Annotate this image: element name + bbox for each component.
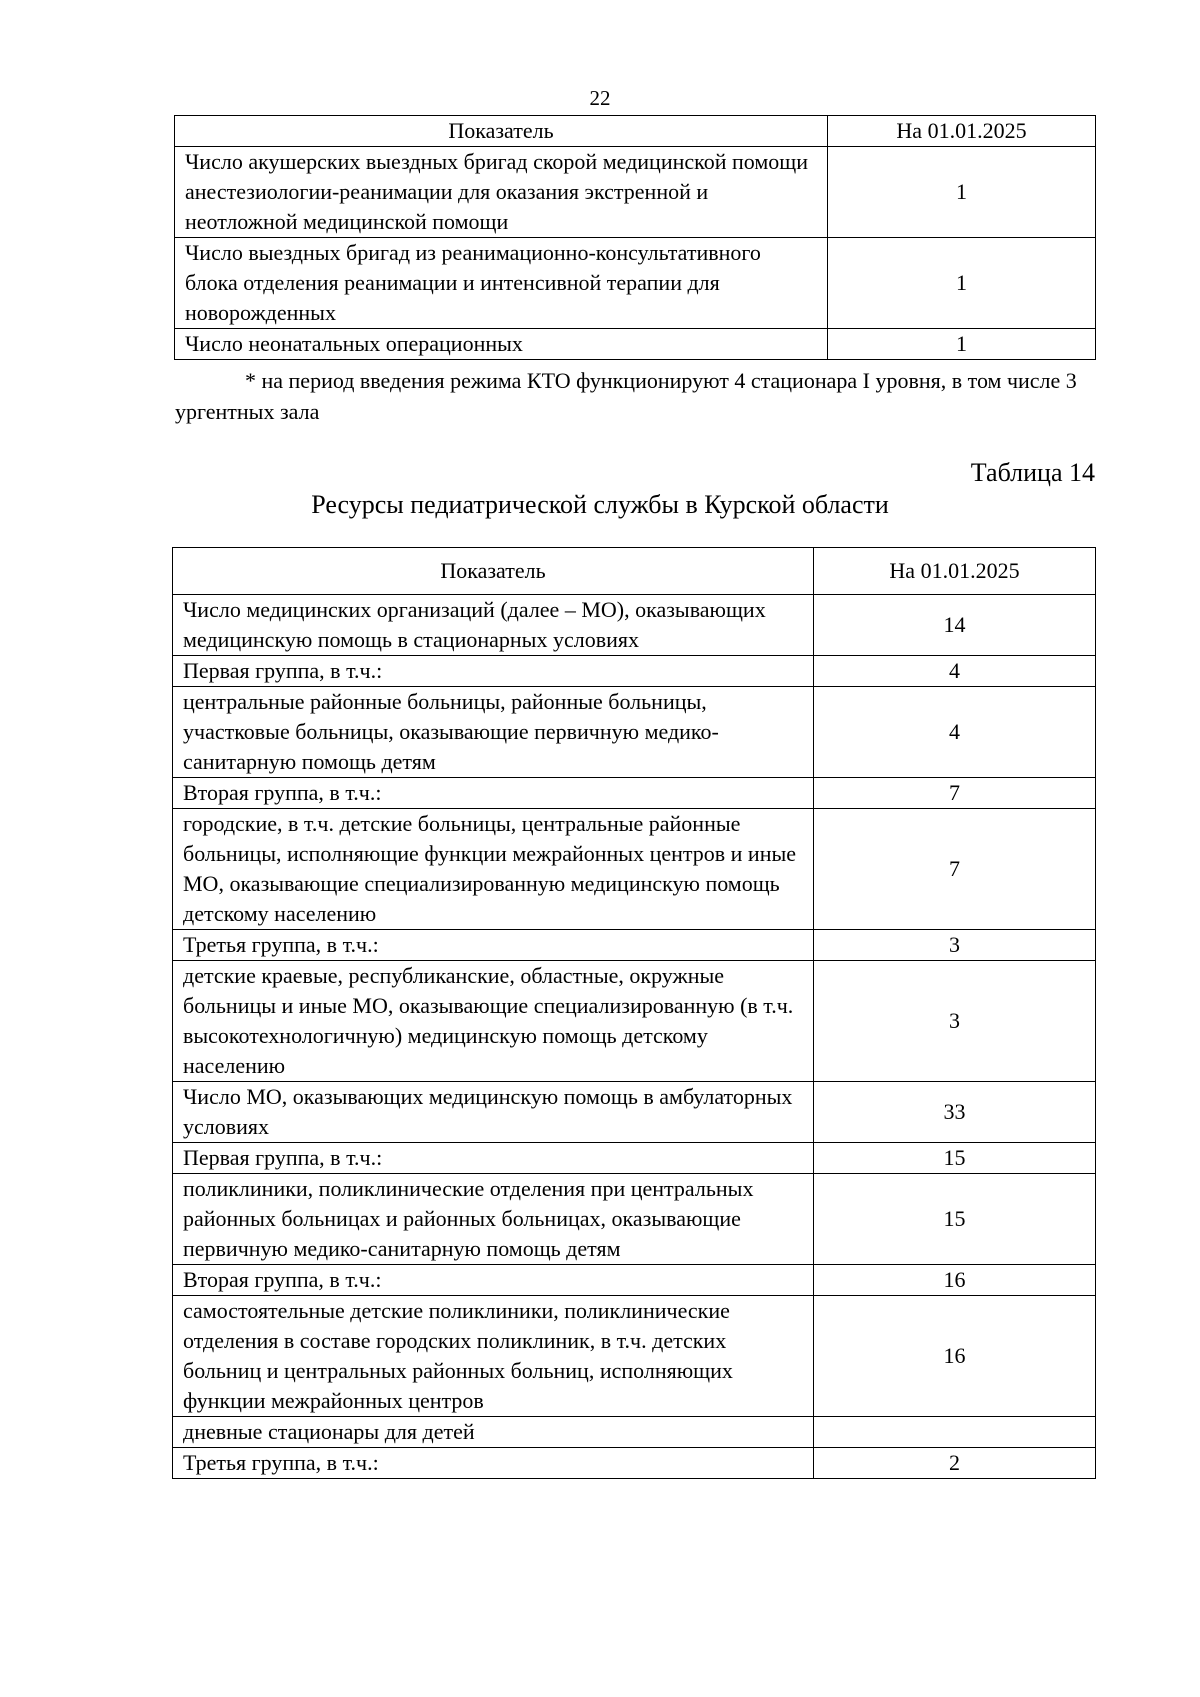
row-value: 4: [814, 656, 1096, 687]
table-row: [173, 961, 1096, 1082]
row-value: 16: [814, 1296, 1096, 1417]
row-indicator: Число неонатальных операционных: [175, 329, 828, 360]
row-indicator: самостоятельные детские поликлиники, поликлинические отделения в составе городских поликлиник, в т.ч. детских больниц и центральных районных больниц, исполняющих функции межрайонных центров: [173, 1296, 814, 1417]
table-row: [173, 778, 1096, 809]
row-value: 3: [814, 961, 1096, 1082]
page-number: 22: [589, 86, 611, 110]
header-date: На 01.01.2025: [828, 116, 1096, 147]
row-indicator: детские краевые, республиканские, областные, окружные больницы и иные МО, оказывающие специализированную (в т.ч. высокотехнологичную) медицинскую помощь детскому населению: [173, 961, 814, 1082]
table-label: Таблица 14: [970, 458, 1095, 487]
table-row: [173, 656, 1096, 687]
row-value: 1: [828, 147, 1096, 238]
header-indicator: Показатель: [173, 548, 814, 595]
row-value: 7: [814, 809, 1096, 930]
table-row: [173, 1143, 1096, 1174]
row-value: 4: [814, 687, 1096, 778]
table-row: [173, 809, 1096, 930]
row-indicator: Число выездных бригад из реанимационно-консультативного блока отделения реанимации и интенсивной терапии для новорожденных: [175, 238, 828, 329]
table-row: [173, 1082, 1096, 1143]
row-value: 15: [814, 1174, 1096, 1265]
row-indicator: Первая группа, в т.ч.:: [173, 656, 814, 687]
table-title: Ресурсы педиатрической службы в Курской области: [311, 490, 889, 519]
row-indicator: Вторая группа, в т.ч.:: [173, 1265, 814, 1296]
row-value: 1: [828, 238, 1096, 329]
row-value: 1: [828, 329, 1096, 360]
table-row: [175, 147, 1096, 238]
row-value: 3: [814, 930, 1096, 961]
header-date: На 01.01.2025: [814, 548, 1096, 595]
row-indicator: Первая группа, в т.ч.:: [173, 1143, 814, 1174]
row-indicator: поликлиники, поликлинические отделения при центральных районных больницах и районных больницах, оказывающие первичную медико-санитарную помощь детям: [173, 1174, 814, 1265]
table-row: [173, 687, 1096, 778]
table-pediatric-resources: [172, 547, 1096, 1479]
row-indicator: городские, в т.ч. детские больницы, центральные районные больницы, исполняющие функции межрайонных центров и иные МО, оказывающие специализированную медицинскую помощь детскому населению: [173, 809, 814, 930]
row-value: 33: [814, 1082, 1096, 1143]
table-row: [173, 595, 1096, 656]
table-row: [173, 1296, 1096, 1417]
row-indicator: центральные районные больницы, районные больницы, участковые больницы, оказывающие первичную медико-санитарную помощь детям: [173, 687, 814, 778]
table-row: [173, 1265, 1096, 1296]
table-row: [173, 1417, 1096, 1448]
row-indicator: Третья группа, в т.ч.:: [173, 1448, 814, 1479]
row-indicator: Третья группа, в т.ч.:: [173, 930, 814, 961]
row-value: 16: [814, 1265, 1096, 1296]
table-row: [173, 1448, 1096, 1479]
table-row: [175, 238, 1096, 329]
row-indicator: Число акушерских выездных бригад скорой медицинской помощи анестезиологии-реанимации для оказания экстренной и неотложной медицинской помощи: [175, 147, 828, 238]
row-value: 7: [814, 778, 1096, 809]
footnote: * на период введения режима КТО функционируют 4 стационара I уровня, в том числе 3 ургентных зала: [175, 368, 1077, 424]
table-row: [173, 1174, 1096, 1265]
table-obstetric-resources: [174, 115, 1096, 360]
row-value: 15: [814, 1143, 1096, 1174]
table-header-row: [173, 548, 1096, 595]
table-row: [173, 930, 1096, 961]
row-indicator: дневные стационары для детей: [173, 1417, 814, 1448]
row-value: 2: [814, 1448, 1096, 1479]
table-row: [175, 329, 1096, 360]
table-header-row: [175, 116, 1096, 147]
row-value: 14: [814, 595, 1096, 656]
header-indicator: Показатель: [175, 116, 828, 147]
row-indicator: Число МО, оказывающих медицинскую помощь в амбулаторных условиях: [173, 1082, 814, 1143]
row-value: [814, 1417, 1096, 1448]
row-indicator: Вторая группа, в т.ч.:: [173, 778, 814, 809]
row-indicator: Число медицинских организаций (далее – МО), оказывающих медицинскую помощь в стационарных условиях: [173, 595, 814, 656]
